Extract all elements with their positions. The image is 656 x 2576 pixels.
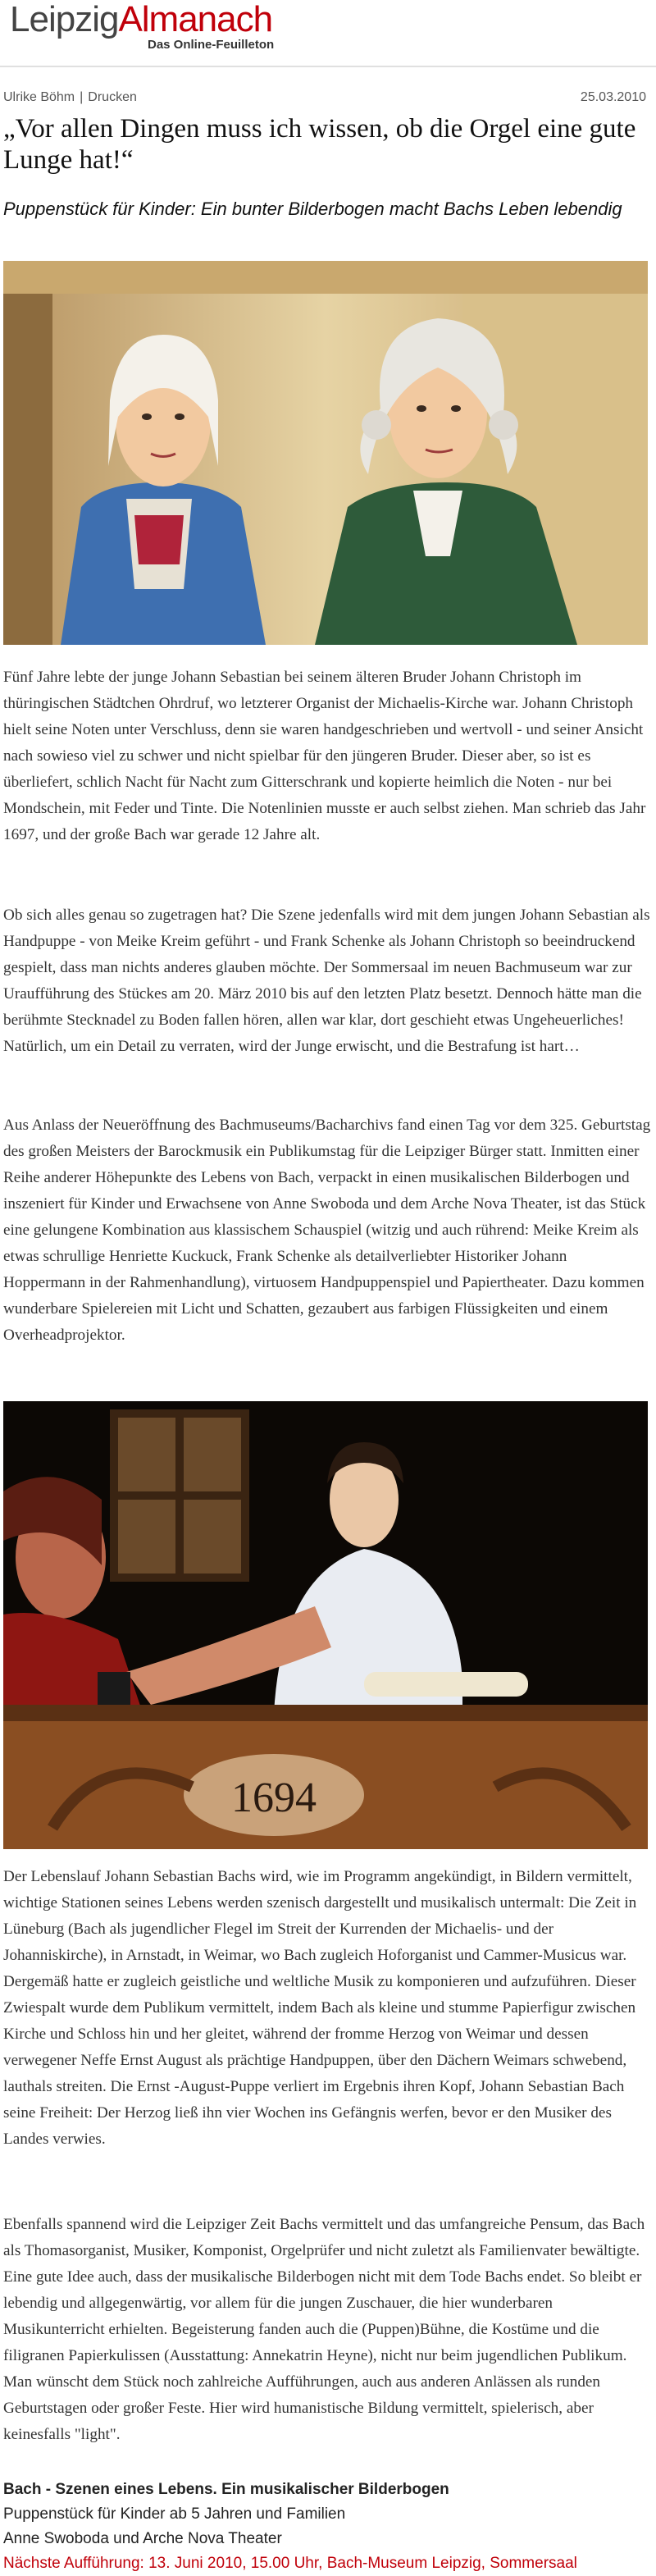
article-image-performance xyxy=(3,1401,648,1849)
article-subtitle: Puppenstück für Kinder: Ein bunter Bilderbogen macht Bachs Leben lebendig xyxy=(3,199,622,219)
event-info xyxy=(3,2478,651,2576)
article-title: „Vor allen Dingen muss ich wissen, ob die Orgel eine gute Lunge hat!“ xyxy=(3,114,636,175)
publish-date: 25.03.2010 xyxy=(580,90,646,104)
logo-part-leipzig: Leipzig xyxy=(10,0,119,39)
header-divider xyxy=(0,66,656,67)
logo-part-almanach: Almanach xyxy=(118,0,273,39)
event-company: Anne Swoboda und Arche Nova Theater xyxy=(3,2530,282,2547)
article-paragraph-1: Fünf Jahre lebte der junge Johann Sebastian bei seinem älteren Bruder Johann Christoph im thüringischen Städtchen Ohrdruf, wo letzterer Organist der Michaelis-Kirche war. Johann Christoph hielt seine Noten unter Verschluss, denn sie waren handgeschrieben und wertvoll - und seiner Ansicht nach sowieso viel zu schwer und nicht spielbar für den jüngeren Bruder. Dieser aber, so ist es überliefert, schlich Nacht für Nacht zum Gitterschrank und kopierte heimlich die Noten - nur bei Mondschein, mit Feder und Tinte. Die Notenlinien musste er auch selbst ziehen. Man schrieb das Jahr 1697, und der große Bach war gerade 12 Jahre alt. xyxy=(3,669,646,843)
next-show-date: Nächste Aufführung: 13. Juni 2010, 15.00 Uhr, Bach-Museum Leipzig, Sommersaal xyxy=(3,2555,577,2572)
article-meta xyxy=(0,90,656,107)
author-name: Ulrike Böhm xyxy=(3,90,75,104)
puppets-illustration xyxy=(3,261,648,645)
performance-photo xyxy=(3,1401,648,1849)
article-paragraph-5: Ebenfalls spannend wird die Leipziger Zeit Bachs vermittelt und das umfangreiche Pensum, das Bach als Thomasorganist, Musiker, Komponist, Orgelprüfer und nicht zuletzt als Familienvater bewältigte. Eine gute Idee auch, dass der musikalische Bilderbogen nicht mit dem Tode Bachs endet. So bleibt er lebendig und allgegenwärtig, vor allem für die jungen Zuschauer, die hier wunderbaren Musikunterricht erhielten. Begeisterung fanden auch die (Puppen)Bühne, die Kostüme und die filigranen Papierkulissen (Ausstattung: Annekatrin Heyne), nicht nur beim jugendlichen Publikum. Man wünscht dem Stück noch zahlreiche Aufführungen, auch aus anderen Anlässen als runden Geburtstagen oder großer Feste. Hier wird humanistische Bildung vermittelt, spielerisch, aber keinesfalls "light". xyxy=(3,2216,645,2443)
article-paragraph-2: Ob sich alles genau so zugetragen hat? Die Szene jedenfalls wird mit dem jungen Johann Sebastian als Handpuppe - von Meike Kreim geführt - und Frank Schenke als Johann Christoph so beeindruckend gespielt, dass man nichts anderes glauben möchte. Der Sommersaal im neuen Bachmuseum war zur Uraufführung des Stückes am 20. März 2010 bis auf den letzten Platz besetzt. Dennoch hätte man die berühmte Stecknadel zu Boden fallen hören, allen war klar, dort geschieht etwas Ungeheuerliches! Natürlich, um ein Detail zu verraten, wird der Junge erwischt, und die Bestrafung ist hart… xyxy=(3,907,650,1055)
article-paragraph-4: Der Lebenslauf Johann Sebastian Bachs wird, wie im Programm angekündigt, in Bildern vermittelt, wichtige Stationen seines Lebens werden szenisch dargestellt und musikalisch untermalt: Die Zeit in Lüneburg (Bach als jugendlicher Flegel im Streit der Kurrenden der Michaelis- und der Johanniskirche), in Arnstadt, in Weimar, wo Bach zugleich Hoforganist und Cammer-Musicus war. Dergemäß hatte er zugleich geistliche und weltliche Musik zu komponieren und aufzuführen. Dieser Zwiespalt wurde dem Publikum vermittelt, indem Bach als kleine und stumme Papierfigur zwischen Kirche und Schloss hin und her gleitet, während der fromme Herzog von Weimar und dessen verwegener Neffe Ernst August als prächtige Handpuppen, über den Dächern Weimars schwebend, lauthals streiten. Die Ernst -August-Puppe verliert im Ergebnis ihren Kopf, Johann Sebastian Bach seine Freiheit: Der Herzog ließ ihn vier Wochen ins Gefängnis werfen, bevor er den Musiker des Landes verwies. xyxy=(3,1868,637,2148)
logo-tagline: Das Online-Feuilleton xyxy=(148,38,275,52)
article-paragraph-3: Aus Anlass der Neueröffnung des Bachmuseums/Bacharchivs fand einen Tag vor dem 325. Geburtstag des großen Meisters der Barockmusik ein Publikumstag für die Leipziger Bürger statt. Inmitten einer Reihe anderer Höhepunkte des Lebens von Bach, verpackt in einen musikalischen Bilderbogen und inszeniert für Kinder und Erwachsene von Anne Swoboda und dem Arche Nova Theater, ist das Stück eine gelungene Kombination aus klassischem Schauspiel (witzig und auch rührend: Meike Kreim als etwas schrullige Henriette Kuckuck, Frank Schenke als detailverliebter Historiker Johann Hoppermann in der Rahmenhandlung), virtuosem Handpuppenspiel und Papiertheater. Dazu kommen wunderbare Spielereien mit Licht und Schatten, gezaubert aus farbigen Flüssigkeiten und einem Overheadprojektor. xyxy=(3,1117,651,1344)
event-audience: Puppenstück für Kinder ab 5 Jahren und Familien xyxy=(3,2505,346,2523)
article-image-puppets xyxy=(3,261,648,645)
logo-wordmark xyxy=(10,0,272,39)
event-title: Bach - Szenen eines Lebens. Ein musikalischer Bilderbogen xyxy=(3,2481,449,2498)
desk-year-label: 1694 xyxy=(231,1774,317,1821)
meta-separator: | xyxy=(80,90,84,104)
print-link[interactable]: Drucken xyxy=(88,90,137,104)
site-logo[interactable] xyxy=(10,0,321,66)
